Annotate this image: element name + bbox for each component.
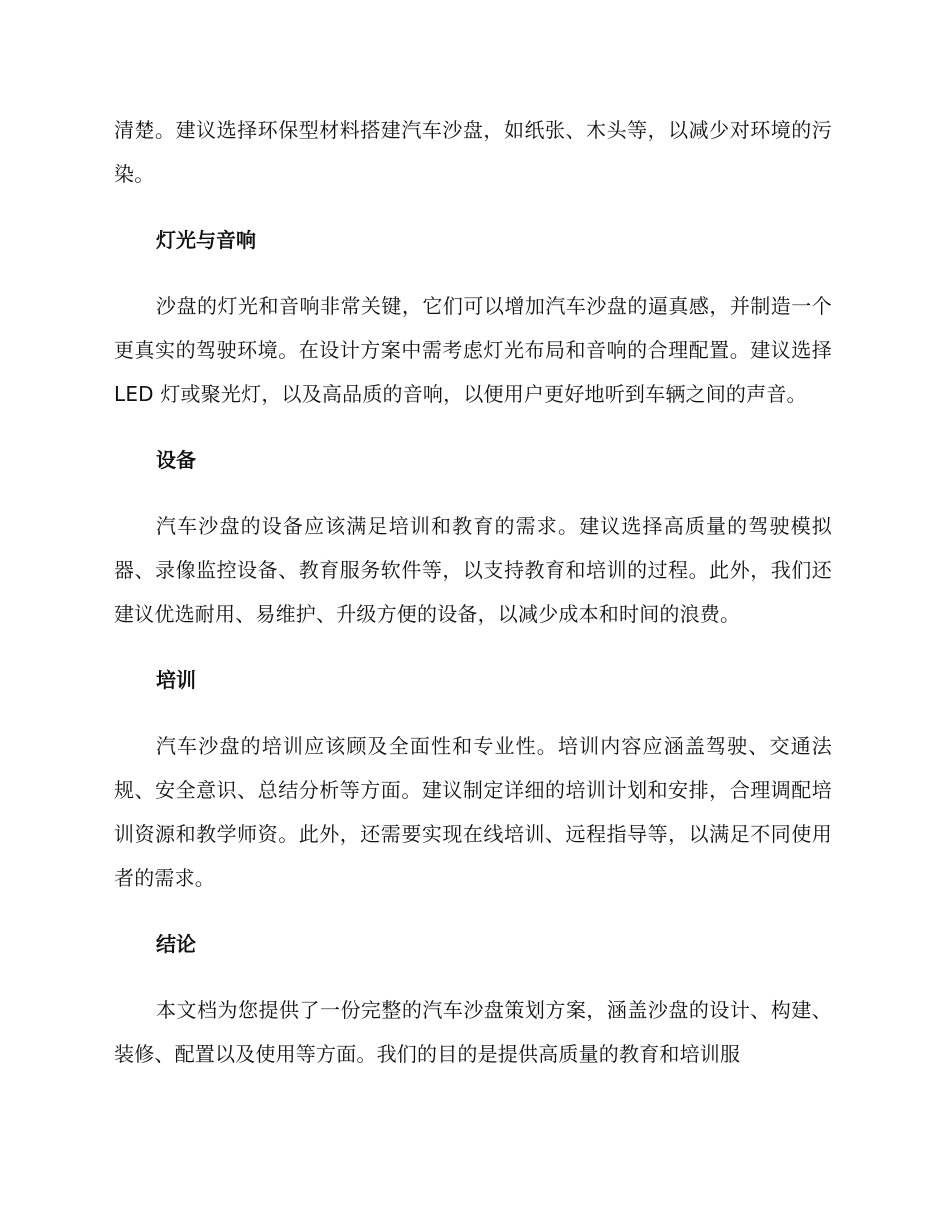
- section-body-lighting-audio: 沙盘的灯光和音响非常关键，它们可以增加汽车沙盘的逼真感，并制造一个更真实的驾驶环境。在设计方案中需考虑灯光布局和音响的合理配置。建议选择 LED 灯或聚光灯，以及高品质的音响，以便用户更好地听到车辆之间的声音。: [114, 294, 832, 406]
- section-heading-training: 培训: [156, 668, 196, 692]
- section-heading-equipment: 设备: [156, 448, 196, 472]
- intro-paragraph: 清楚。建议选择环保型材料搭建汽车沙盘，如纸张、木头等，以减少对环境的污染。: [114, 118, 832, 186]
- section-heading-conclusion: 结论: [156, 932, 196, 956]
- section-body-training: 汽车沙盘的培训应该顾及全面性和专业性。培训内容应涵盖驾驶、交通法规、安全意识、总结分析等方面。建议制定详细的培训计划和安排，合理调配培训资源和教学师资。此外，还需要实现在线培训、远程指导等，以满足不同使用者的需求。: [114, 734, 832, 890]
- section-body-conclusion: 本文档为您提供了一份完整的汽车沙盘策划方案，涵盖沙盘的设计、构建、装修、配置以及使用等方面。我们的目的是提供高质量的教育和培训服: [114, 998, 832, 1066]
- section-body-equipment: 汽车沙盘的设备应该满足培训和教育的需求。建议选择高质量的驾驶模拟器、录像监控设备、教育服务软件等，以支持教育和培训的过程。此外，我们还建议优选耐用、易维护、升级方便的设备，以减少成本和时间的浪费。: [114, 514, 832, 626]
- document-content: [114, 108, 832, 1098]
- section-heading-lighting-audio: 灯光与音响: [156, 228, 256, 252]
